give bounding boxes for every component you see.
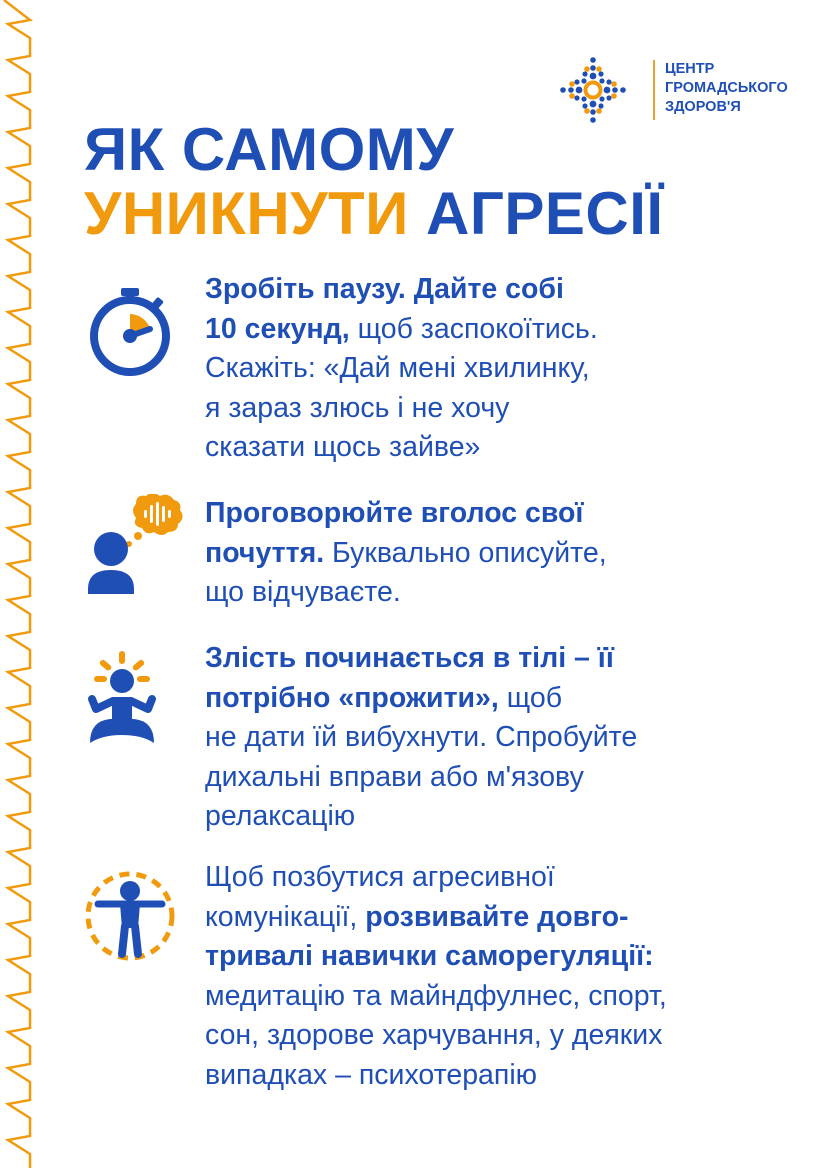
logo-text-line2: ГРОМАДСЬКОГО bbox=[665, 80, 788, 96]
tip4-line5: сон, здорове харчування, у деяких bbox=[205, 1019, 663, 1051]
logo-text bbox=[665, 60, 788, 117]
tip3-line2-rest: щоб bbox=[498, 681, 563, 714]
tip-text-speak bbox=[205, 494, 815, 613]
tip4-line3: тривалі навички саморегуляції: bbox=[205, 940, 654, 972]
tip1-line4: я зараз злюсь і не хочу bbox=[205, 391, 510, 424]
tip-text-body bbox=[205, 639, 815, 837]
tip3-line1: Злість починається в тілі – її bbox=[205, 642, 614, 674]
speaking-person-icon bbox=[86, 494, 186, 594]
tip3-line4: дихальні вправи або м'язову bbox=[205, 760, 584, 793]
title-line2 bbox=[84, 182, 663, 246]
tip1-line3: Скажіть: «Дай мені хвилинку, bbox=[205, 352, 590, 384]
tip1-line5: сказати щось зайве» bbox=[205, 431, 481, 463]
logo-divider bbox=[653, 60, 655, 120]
tip4-line2-start: комунікації, bbox=[205, 900, 366, 933]
logo-text-line3: ЗДОРОВ'Я bbox=[665, 99, 741, 115]
tip1-line2-bold: 10 секунд, bbox=[205, 312, 350, 345]
logo-text-line1: ЦЕНТР bbox=[665, 61, 715, 77]
tip4-line2-bold: розвивайте довго- bbox=[365, 900, 629, 933]
balanced-person-icon bbox=[86, 866, 186, 966]
tip-text-pause bbox=[205, 270, 815, 468]
title-line2-orange: УНИКНУТИ bbox=[84, 180, 409, 247]
tip1-line1: Зробіть паузу. Дайте собі bbox=[205, 273, 564, 305]
page-title bbox=[84, 118, 663, 246]
tip4-line6: випадках – психотерапію bbox=[205, 1058, 538, 1091]
tip3-line5: релаксацію bbox=[205, 800, 356, 832]
tip3-line2-bold: потрібно «прожити», bbox=[205, 681, 499, 714]
tip4-line4: медитацію та майндфулнес, спорт, bbox=[205, 979, 667, 1012]
tip1-line2-rest: щоб заспокоїтись. bbox=[349, 312, 598, 345]
tip2-line2-bold: почуття. bbox=[205, 536, 325, 569]
tip-text-selfregulation bbox=[205, 858, 815, 1095]
title-line2-blue: АГРЕСІЇ bbox=[408, 180, 664, 247]
tip4-line1: Щоб позбутися агресивної bbox=[205, 861, 555, 893]
tip2-line3: що відчуваєте. bbox=[205, 576, 401, 608]
title-line1: ЯК САМОМУ bbox=[84, 116, 455, 183]
tip3-line3: не дати їй вибухнути. Спробуйте bbox=[205, 721, 638, 753]
tip2-line2-rest: Буквально описуйте, bbox=[324, 536, 607, 569]
tip2-line1: Проговорюйте вголос свої bbox=[205, 497, 584, 529]
meditating-person-icon bbox=[86, 649, 186, 749]
zigzag-border-decoration bbox=[0, 0, 40, 1168]
stopwatch-icon bbox=[86, 280, 186, 380]
